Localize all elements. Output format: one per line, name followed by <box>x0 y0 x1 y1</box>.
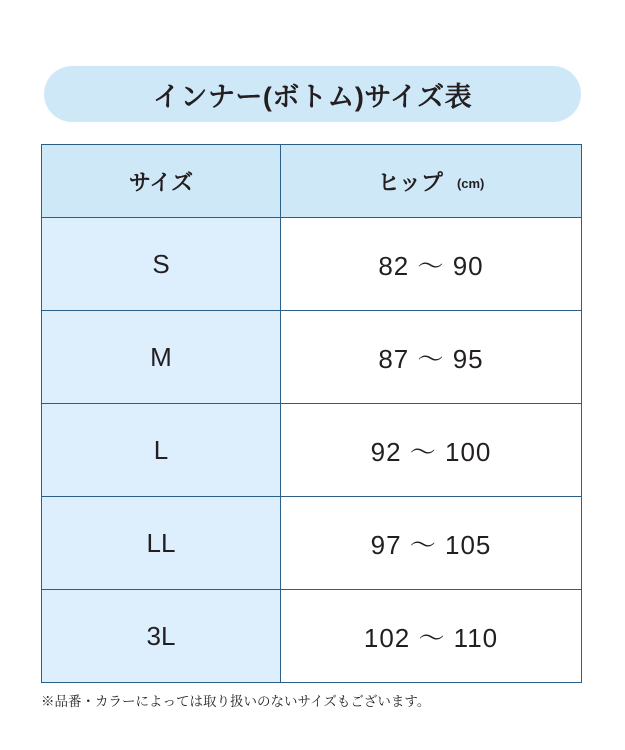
cell-size: S <box>42 218 281 311</box>
cell-hip: 92 〜 100 <box>281 404 582 497</box>
title-banner <box>44 66 581 122</box>
cell-size: LL <box>42 497 281 590</box>
column-header-size: サイズ <box>42 145 281 218</box>
page-title: インナー(ボトム)サイズ表 <box>152 81 473 112</box>
cell-size: 3L <box>42 590 281 683</box>
cell-hip: 97 〜 105 <box>281 497 582 590</box>
cell-size: M <box>42 311 281 404</box>
table-row <box>42 497 582 590</box>
table-row <box>42 311 582 404</box>
size-chart-table <box>41 144 582 683</box>
cell-hip: 102 〜 110 <box>281 590 582 683</box>
table-row <box>42 404 582 497</box>
table-header-row <box>42 145 582 218</box>
column-header-hip-label: ヒップ <box>377 169 443 195</box>
cell-size: L <box>42 404 281 497</box>
table-header <box>42 145 582 218</box>
table-body <box>42 218 582 683</box>
table-row <box>42 590 582 683</box>
cell-hip: 82 〜 90 <box>281 218 582 311</box>
column-header-hip <box>281 145 582 218</box>
cell-hip: 87 〜 95 <box>281 311 582 404</box>
column-header-hip-unit: (cm) <box>456 176 485 192</box>
footnote: ※品番・カラーによっては取り扱いのないサイズもございます。 <box>41 694 431 709</box>
table-row <box>42 218 582 311</box>
